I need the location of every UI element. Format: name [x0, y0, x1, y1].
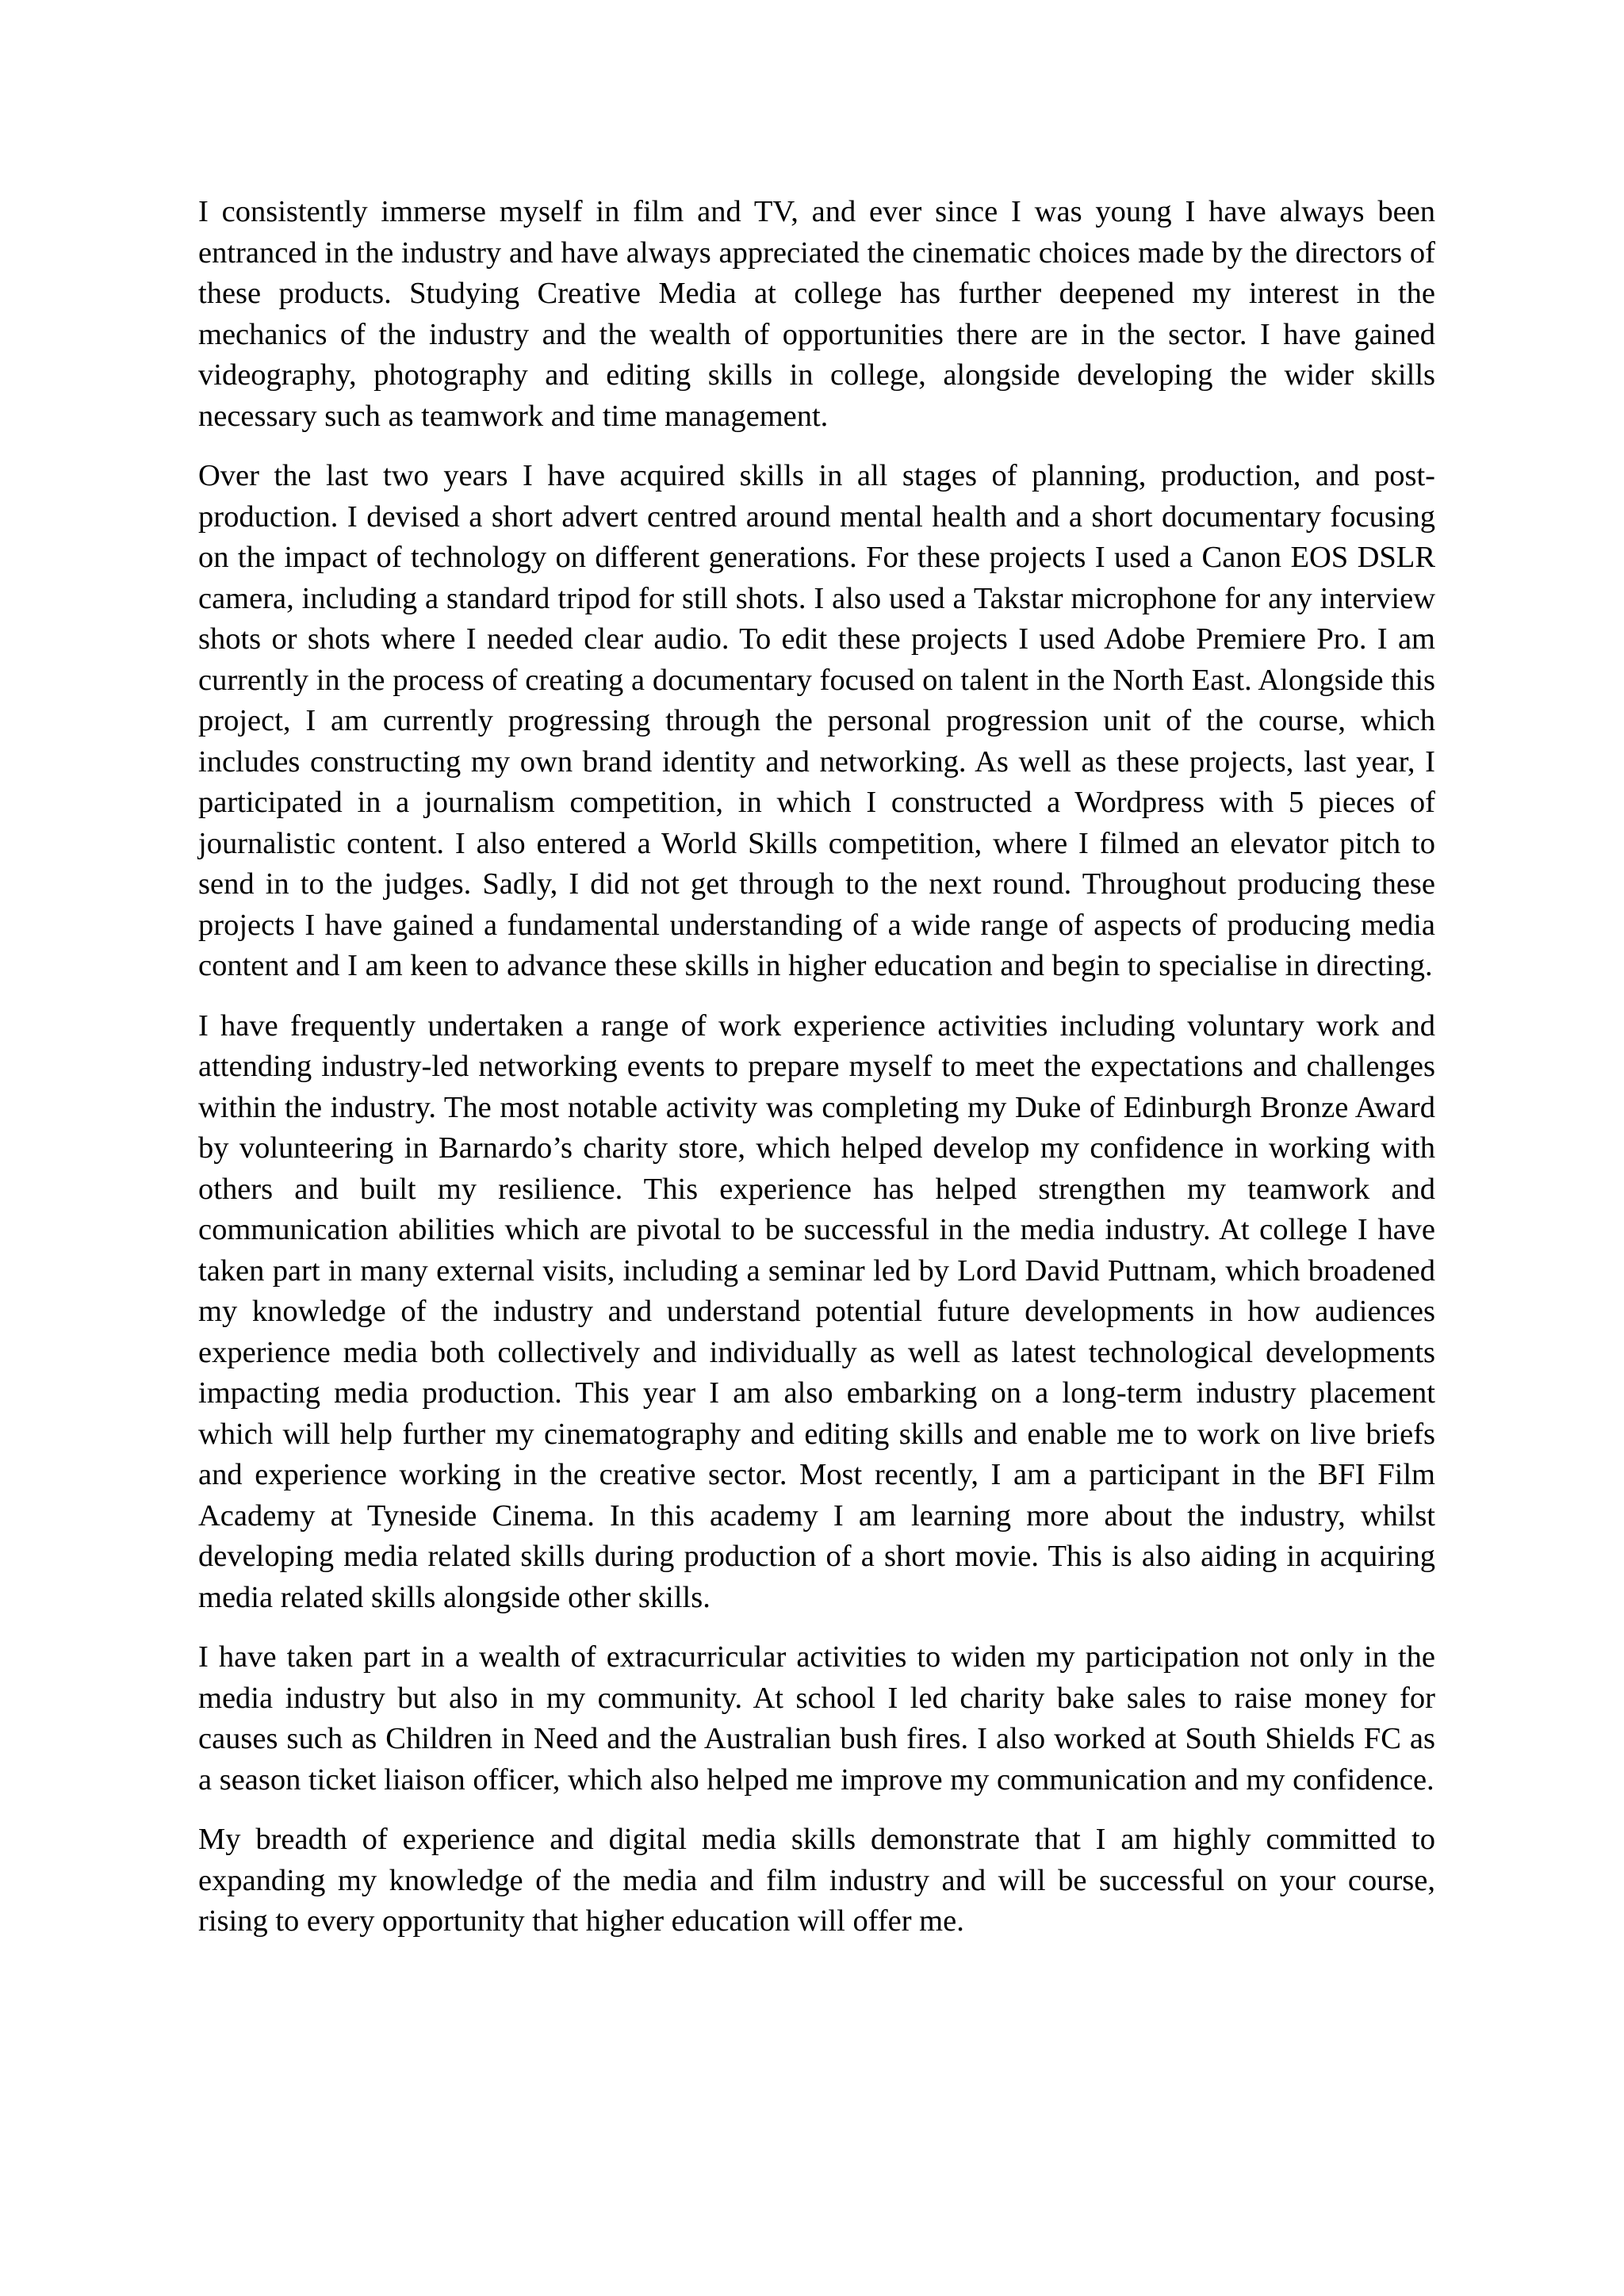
document-body [198, 192, 1435, 1961]
paragraph-skills-projects: Over the last two years I have acquired skills in all stages of planning, production, and post-production. I devised a short advert centred around mental health and a short documentary focusing on the impact of technology on different generations. For these projects I used a Canon EOS DSLR camera, including a standard tripod for still shots. I also used a Takstar microphone for any interview shots or shots where I needed clear audio. To edit these projects I used Adobe Premiere Pro. I am currently in the process of creating a documentary focused on talent in the North East. Alongside this project, I am currently progressing through the personal progression unit of the course, which includes constructing my own brand identity and networking. As well as these projects, last year, I participated in a journalism competition, in which I constructed a Wordpress with 5 pieces of journalistic content. I also entered a World Skills competition, where I filmed an elevator pitch to send in to the judges. Sadly, I did not get through to the next round. Throughout producing these projects I have gained a fundamental understanding of a wide range of aspects of producing media content and I am keen to advance these skills in higher education and begin to specialise in directing. [198, 459, 1435, 982]
paragraph-interest: I consistently immerse myself in film and TV, and ever since I was young I have always been entranced in the industry and have always appreciated the cinematic choices made by the directors of these products. Studying Creative Media at college has further deepened my interest in the mechanics of the industry and the wealth of opportunities there are in the sector. I have gained videography, photography and editing skills in college, alongside developing the wider skills necessary such as teamwork and time management. [198, 195, 1435, 433]
paragraph-conclusion: My breadth of experience and digital media skills demonstrate that I am highly committed to expanding my knowledge of the media and film industry and will be successful on your course, rising to every opportunity that higher education will offer me. [198, 1823, 1435, 1938]
paragraph-work-experience: I have frequently undertaken a range of work experience activities including voluntary work and attending industry-led networking events to prepare myself to meet the expectations and challenges within the industry. The most notable activity was completing my Duke of Edinburgh Bronze Award by volunteering in Barnardo’s charity store, which helped develop my confidence in working with others and built my resilience. This experience has helped strengthen my teamwork and communication abilities which are pivotal to be successful in the media industry. At college I have taken part in many external visits, including a seminar led by Lord David Puttnam, which broadened my knowledge of the industry and understand potential future developments in how audiences experience media both collectively and individually as well as latest technological developments impacting media production. This year I am also embarking on a long-term industry placement which will help further my cinematography and editing skills and enable me to work on live briefs and experience working in the creative sector. Most recently, I am a participant in the BFI Film Academy at Tyneside Cinema. In this academy I am learning more about the industry, whilst developing media related skills during production of a short movie. This is also aiding in acquiring media related skills alongside other skills. [198, 1008, 1435, 1614]
paragraph-extracurricular: I have taken part in a wealth of extracurricular activities to widen my participation not only in the media industry but also in my community. At school I led charity bake sales to raise money for causes such as Children in Need and the Australian bush fires. I also worked at South Shields FC as a season ticket liaison officer, which also helped me improve my communication and my confidence. [198, 1640, 1435, 1797]
